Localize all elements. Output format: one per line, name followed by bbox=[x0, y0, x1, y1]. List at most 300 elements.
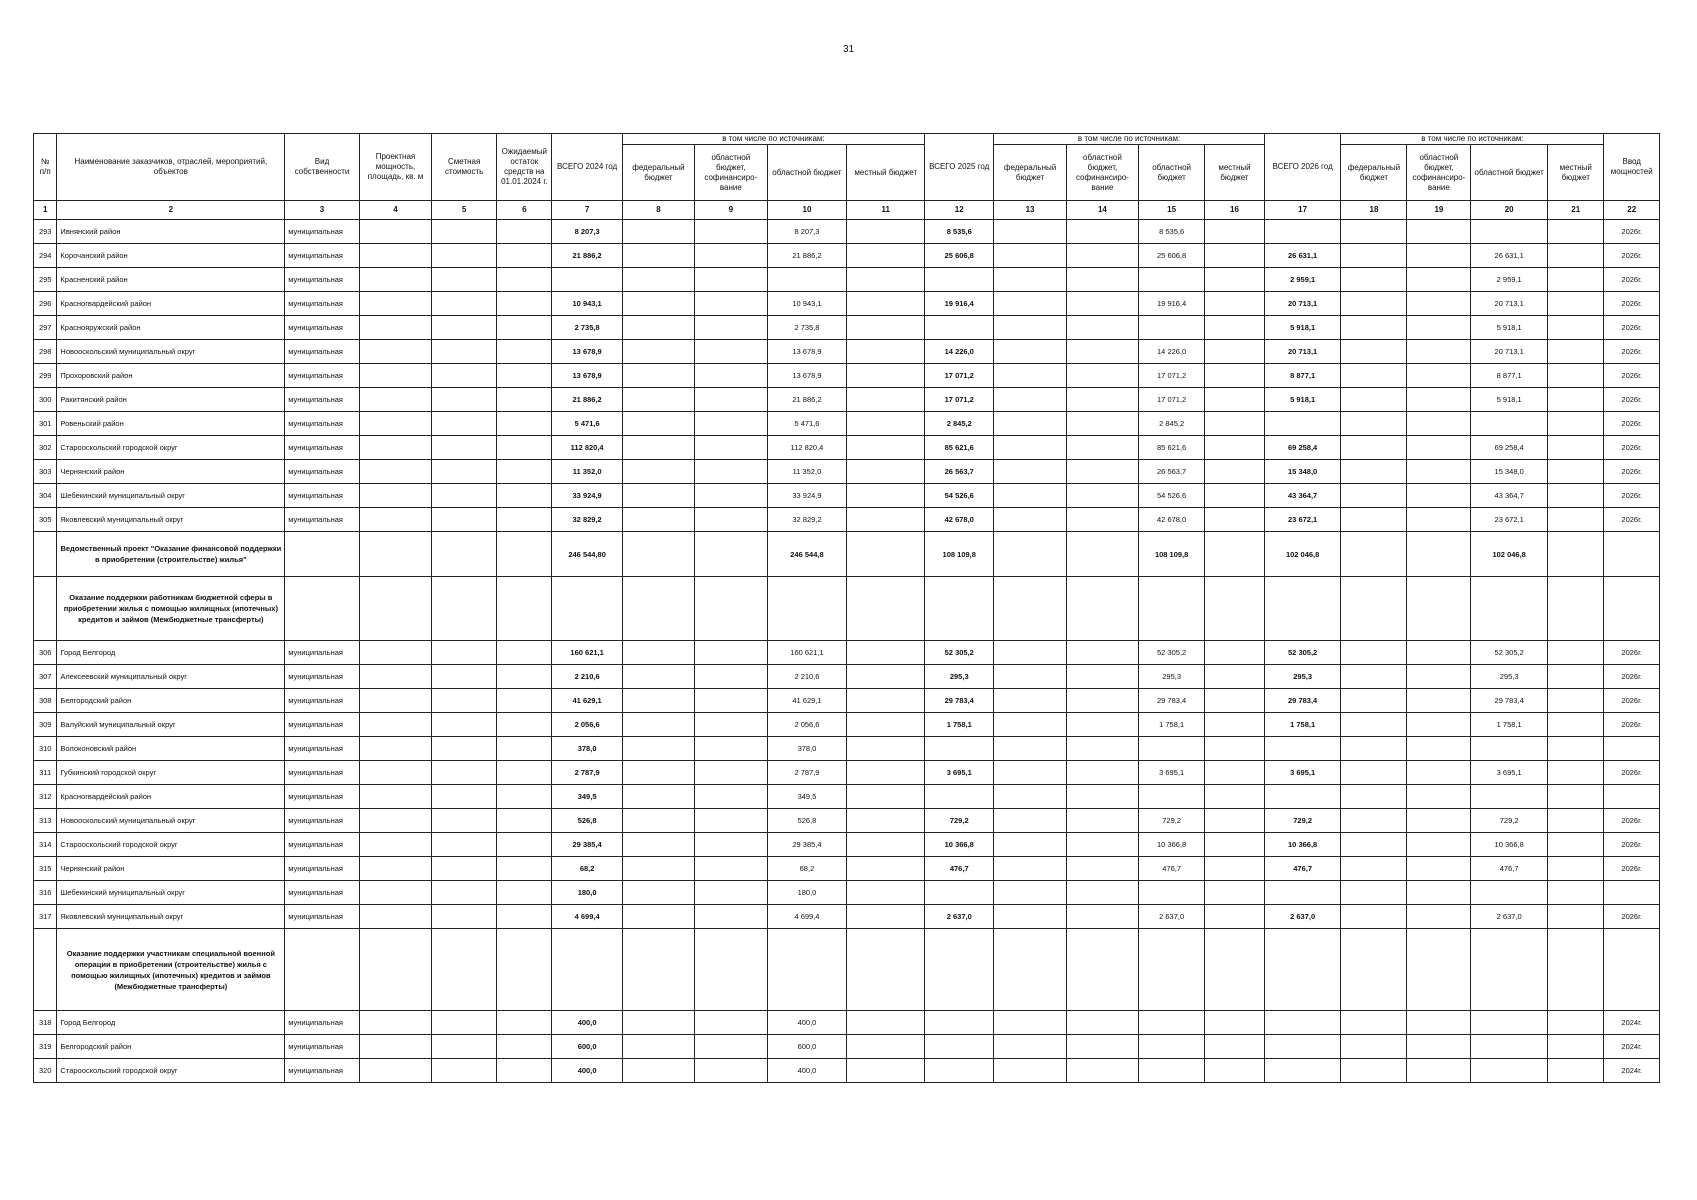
row-estimate bbox=[432, 905, 497, 929]
row-capacity bbox=[359, 809, 431, 833]
row-total-2024: 160 621,1 bbox=[552, 641, 622, 665]
section-cell bbox=[1341, 532, 1407, 577]
row-loc-2024 bbox=[847, 833, 925, 857]
row-estimate bbox=[432, 785, 497, 809]
section-cell bbox=[1066, 532, 1138, 577]
row-fed-2025 bbox=[994, 785, 1066, 809]
table-row bbox=[34, 412, 1660, 436]
section-cell bbox=[1604, 532, 1660, 577]
row-cofin-2024 bbox=[695, 1011, 767, 1035]
row-cofin-2024 bbox=[695, 881, 767, 905]
row-name: Шебекинский муниципальный округ bbox=[57, 484, 285, 508]
section-cell bbox=[1341, 929, 1407, 1011]
row-total-2026: 20 713,1 bbox=[1264, 292, 1341, 316]
row-cofin-2026 bbox=[1407, 388, 1471, 412]
row-loc-2025 bbox=[1205, 833, 1265, 857]
row-ownership: муниципальная bbox=[285, 388, 360, 412]
row-loc-2024 bbox=[847, 460, 925, 484]
row-cofin-2025 bbox=[1066, 244, 1138, 268]
page-number: 31 bbox=[842, 44, 855, 55]
row-total-2025: 19 916,4 bbox=[925, 292, 994, 316]
row-total-2025 bbox=[925, 785, 994, 809]
table-row bbox=[34, 340, 1660, 364]
column-number: 9 bbox=[695, 201, 767, 220]
row-estimate bbox=[432, 364, 497, 388]
row-remainder bbox=[497, 412, 552, 436]
section-number bbox=[34, 929, 57, 1011]
row-loc-2024 bbox=[847, 1059, 925, 1083]
row-loc-2024 bbox=[847, 340, 925, 364]
table-row bbox=[34, 881, 1660, 905]
row-cofin-2024 bbox=[695, 809, 767, 833]
row-capacity bbox=[359, 857, 431, 881]
row-total-2025 bbox=[925, 1035, 994, 1059]
row-loc-2025 bbox=[1205, 905, 1265, 929]
row-fed-2025 bbox=[994, 665, 1066, 689]
row-ownership: муниципальная bbox=[285, 1035, 360, 1059]
row-capacity bbox=[359, 340, 431, 364]
table-row bbox=[34, 857, 1660, 881]
row-loc-2025 bbox=[1205, 460, 1265, 484]
row-cofin-2026 bbox=[1407, 436, 1471, 460]
row-cofin-2026 bbox=[1407, 244, 1471, 268]
column-number: 5 bbox=[432, 201, 497, 220]
row-name: Старооскольский городской округ bbox=[57, 833, 285, 857]
row-number: 309 bbox=[34, 713, 57, 737]
row-cofin-2025 bbox=[1066, 857, 1138, 881]
column-number: 14 bbox=[1066, 201, 1138, 220]
row-cofin-2025 bbox=[1066, 1059, 1138, 1083]
row-ownership: муниципальная bbox=[285, 905, 360, 929]
row-reg-2024: 11 352,0 bbox=[767, 460, 847, 484]
row-commission-year: 2026г. bbox=[1604, 713, 1660, 737]
row-loc-2024 bbox=[847, 737, 925, 761]
row-fed-2024 bbox=[622, 484, 694, 508]
row-commission-year: 2026г. bbox=[1604, 761, 1660, 785]
row-fed-2024 bbox=[622, 340, 694, 364]
row-fed-2024 bbox=[622, 689, 694, 713]
row-loc-2026 bbox=[1547, 340, 1603, 364]
row-cofin-2025 bbox=[1066, 881, 1138, 905]
row-number: 311 bbox=[34, 761, 57, 785]
row-fed-2026 bbox=[1341, 508, 1407, 532]
hdr-name: Наименование заказчиков, отраслей, мероприятий, объектов bbox=[57, 134, 285, 201]
row-loc-2026 bbox=[1547, 244, 1603, 268]
row-loc-2026 bbox=[1547, 809, 1603, 833]
row-cofin-2026 bbox=[1407, 689, 1471, 713]
row-cofin-2024 bbox=[695, 1059, 767, 1083]
row-cofin-2025 bbox=[1066, 833, 1138, 857]
row-fed-2024 bbox=[622, 268, 694, 292]
row-fed-2024 bbox=[622, 905, 694, 929]
row-number: 299 bbox=[34, 364, 57, 388]
row-estimate bbox=[432, 809, 497, 833]
row-total-2024: 21 886,2 bbox=[552, 244, 622, 268]
row-cofin-2026 bbox=[1407, 713, 1471, 737]
section-cell bbox=[359, 532, 431, 577]
row-loc-2025 bbox=[1205, 436, 1265, 460]
row-total-2025: 25 606,8 bbox=[925, 244, 994, 268]
table-row bbox=[34, 1035, 1660, 1059]
column-number: 13 bbox=[994, 201, 1066, 220]
row-remainder bbox=[497, 761, 552, 785]
hdr-reg-2024: областной бюджет bbox=[767, 145, 847, 201]
row-cofin-2026 bbox=[1407, 857, 1471, 881]
hdr-group-2024: в том числе по источникам: bbox=[622, 134, 924, 145]
hdr-group-2026: в том числе по источникам: bbox=[1341, 134, 1604, 145]
row-cofin-2026 bbox=[1407, 268, 1471, 292]
row-total-2024: 68,2 bbox=[552, 857, 622, 881]
row-loc-2025 bbox=[1205, 713, 1265, 737]
row-loc-2024 bbox=[847, 364, 925, 388]
row-total-2026 bbox=[1264, 737, 1341, 761]
row-total-2026: 1 758,1 bbox=[1264, 713, 1341, 737]
row-estimate bbox=[432, 508, 497, 532]
row-loc-2026 bbox=[1547, 1059, 1603, 1083]
row-fed-2025 bbox=[994, 292, 1066, 316]
row-cofin-2024 bbox=[695, 316, 767, 340]
row-loc-2024 bbox=[847, 388, 925, 412]
section-cell bbox=[695, 532, 767, 577]
row-cofin-2024 bbox=[695, 412, 767, 436]
row-fed-2024 bbox=[622, 1059, 694, 1083]
row-cofin-2025 bbox=[1066, 508, 1138, 532]
row-fed-2026 bbox=[1341, 220, 1407, 244]
row-loc-2026 bbox=[1547, 436, 1603, 460]
row-total-2025: 2 637,0 bbox=[925, 905, 994, 929]
row-remainder bbox=[497, 1059, 552, 1083]
row-reg-2025: 19 916,4 bbox=[1139, 292, 1205, 316]
row-fed-2026 bbox=[1341, 460, 1407, 484]
section-cell bbox=[695, 577, 767, 641]
section-cell bbox=[497, 929, 552, 1011]
row-capacity bbox=[359, 881, 431, 905]
row-total-2024: 4 699,4 bbox=[552, 905, 622, 929]
row-fed-2025 bbox=[994, 484, 1066, 508]
row-remainder bbox=[497, 1035, 552, 1059]
row-cofin-2024 bbox=[695, 220, 767, 244]
table-header bbox=[34, 134, 1660, 220]
row-ownership: муниципальная bbox=[285, 1059, 360, 1083]
row-total-2026: 2 637,0 bbox=[1264, 905, 1341, 929]
row-remainder bbox=[497, 833, 552, 857]
row-reg-2024: 600,0 bbox=[767, 1035, 847, 1059]
row-loc-2024 bbox=[847, 1035, 925, 1059]
row-fed-2025 bbox=[994, 689, 1066, 713]
section-cell bbox=[552, 577, 622, 641]
row-estimate bbox=[432, 292, 497, 316]
row-fed-2025 bbox=[994, 1059, 1066, 1083]
row-cofin-2024 bbox=[695, 785, 767, 809]
row-cofin-2025 bbox=[1066, 220, 1138, 244]
table-row bbox=[34, 833, 1660, 857]
row-name: Чернянский район bbox=[57, 857, 285, 881]
row-loc-2026 bbox=[1547, 737, 1603, 761]
row-total-2025: 476,7 bbox=[925, 857, 994, 881]
row-fed-2025 bbox=[994, 857, 1066, 881]
row-fed-2024 bbox=[622, 737, 694, 761]
row-estimate bbox=[432, 244, 497, 268]
row-name: Губкинский городской округ bbox=[57, 761, 285, 785]
row-commission-year bbox=[1604, 737, 1660, 761]
row-reg-2024: 112 820,4 bbox=[767, 436, 847, 460]
row-loc-2025 bbox=[1205, 785, 1265, 809]
row-fed-2024 bbox=[622, 364, 694, 388]
row-loc-2024 bbox=[847, 220, 925, 244]
row-cofin-2026 bbox=[1407, 316, 1471, 340]
column-number: 1 bbox=[34, 201, 57, 220]
section-cell bbox=[359, 577, 431, 641]
row-fed-2026 bbox=[1341, 268, 1407, 292]
row-total-2026: 2 959,1 bbox=[1264, 268, 1341, 292]
row-name: Прохоровский район bbox=[57, 364, 285, 388]
row-ownership: муниципальная bbox=[285, 484, 360, 508]
row-loc-2025 bbox=[1205, 292, 1265, 316]
column-number: 22 bbox=[1604, 201, 1660, 220]
row-cofin-2024 bbox=[695, 340, 767, 364]
row-reg-2026: 476,7 bbox=[1471, 857, 1548, 881]
section-cell bbox=[994, 577, 1066, 641]
row-loc-2025 bbox=[1205, 737, 1265, 761]
row-total-2025: 26 563,7 bbox=[925, 460, 994, 484]
row-number: 303 bbox=[34, 460, 57, 484]
row-fed-2024 bbox=[622, 809, 694, 833]
row-cofin-2024 bbox=[695, 364, 767, 388]
row-loc-2025 bbox=[1205, 244, 1265, 268]
row-total-2026: 729,2 bbox=[1264, 809, 1341, 833]
row-fed-2025 bbox=[994, 833, 1066, 857]
row-total-2025 bbox=[925, 268, 994, 292]
row-remainder bbox=[497, 436, 552, 460]
row-reg-2025: 2 845,2 bbox=[1139, 412, 1205, 436]
row-total-2024: 41 629,1 bbox=[552, 689, 622, 713]
column-number: 8 bbox=[622, 201, 694, 220]
row-cofin-2025 bbox=[1066, 436, 1138, 460]
section-total-2024: 246 544,80 bbox=[552, 532, 622, 577]
row-fed-2026 bbox=[1341, 785, 1407, 809]
row-ownership: муниципальная bbox=[285, 737, 360, 761]
row-cofin-2024 bbox=[695, 484, 767, 508]
investment-table bbox=[33, 133, 1660, 1083]
row-fed-2025 bbox=[994, 436, 1066, 460]
row-loc-2026 bbox=[1547, 412, 1603, 436]
row-estimate bbox=[432, 412, 497, 436]
row-loc-2025 bbox=[1205, 1059, 1265, 1083]
section-cell bbox=[1604, 577, 1660, 641]
row-total-2024 bbox=[552, 268, 622, 292]
section-cell bbox=[994, 929, 1066, 1011]
row-loc-2026 bbox=[1547, 761, 1603, 785]
row-reg-2025 bbox=[1139, 785, 1205, 809]
row-estimate bbox=[432, 881, 497, 905]
row-reg-2025: 29 783,4 bbox=[1139, 689, 1205, 713]
hdr-total-2026: ВСЕГО 2026 год bbox=[1264, 134, 1341, 201]
row-remainder bbox=[497, 508, 552, 532]
row-fed-2024 bbox=[622, 785, 694, 809]
row-number: 297 bbox=[34, 316, 57, 340]
row-fed-2024 bbox=[622, 761, 694, 785]
row-loc-2026 bbox=[1547, 292, 1603, 316]
hdr-fed-2024: федеральный бюджет bbox=[622, 145, 694, 201]
section-cell bbox=[359, 929, 431, 1011]
row-total-2024: 600,0 bbox=[552, 1035, 622, 1059]
row-remainder bbox=[497, 857, 552, 881]
row-loc-2025 bbox=[1205, 1011, 1265, 1035]
row-total-2025: 52 305,2 bbox=[925, 641, 994, 665]
row-commission-year: 2026г. bbox=[1604, 484, 1660, 508]
table-row bbox=[34, 905, 1660, 929]
row-loc-2024 bbox=[847, 665, 925, 689]
row-commission-year: 2026г. bbox=[1604, 364, 1660, 388]
row-reg-2026 bbox=[1471, 737, 1548, 761]
row-fed-2025 bbox=[994, 809, 1066, 833]
row-loc-2025 bbox=[1205, 641, 1265, 665]
row-reg-2026 bbox=[1471, 412, 1548, 436]
hdr-estimate: Сметная стоимость bbox=[432, 134, 497, 201]
column-number: 3 bbox=[285, 201, 360, 220]
row-cofin-2024 bbox=[695, 833, 767, 857]
section-reg-2026: 102 046,8 bbox=[1471, 532, 1548, 577]
row-fed-2024 bbox=[622, 460, 694, 484]
section-reg-2025: 108 109,8 bbox=[1139, 532, 1205, 577]
row-reg-2026: 10 366,8 bbox=[1471, 833, 1548, 857]
table-body bbox=[34, 220, 1660, 1083]
table-row bbox=[34, 761, 1660, 785]
row-cofin-2025 bbox=[1066, 641, 1138, 665]
section-title: Ведомственный проект "Оказание финансовой поддержки в приобретении (строительстве) жилья" bbox=[57, 532, 285, 577]
row-total-2026 bbox=[1264, 1035, 1341, 1059]
row-commission-year: 2026г. bbox=[1604, 833, 1660, 857]
row-reg-2025: 17 071,2 bbox=[1139, 364, 1205, 388]
row-loc-2026 bbox=[1547, 881, 1603, 905]
row-cofin-2025 bbox=[1066, 292, 1138, 316]
row-fed-2025 bbox=[994, 460, 1066, 484]
column-number: 16 bbox=[1205, 201, 1265, 220]
row-loc-2025 bbox=[1205, 508, 1265, 532]
row-cofin-2026 bbox=[1407, 1011, 1471, 1035]
row-cofin-2024 bbox=[695, 1035, 767, 1059]
row-cofin-2025 bbox=[1066, 484, 1138, 508]
row-loc-2025 bbox=[1205, 689, 1265, 713]
row-number: 310 bbox=[34, 737, 57, 761]
row-ownership: муниципальная bbox=[285, 833, 360, 857]
section-cell bbox=[1264, 577, 1341, 641]
row-name: Ровеньский район bbox=[57, 412, 285, 436]
row-remainder bbox=[497, 905, 552, 929]
row-total-2024: 32 829,2 bbox=[552, 508, 622, 532]
row-fed-2024 bbox=[622, 220, 694, 244]
row-commission-year: 2026г. bbox=[1604, 244, 1660, 268]
row-fed-2026 bbox=[1341, 833, 1407, 857]
row-total-2025 bbox=[925, 1011, 994, 1035]
row-reg-2024: 8 207,3 bbox=[767, 220, 847, 244]
row-capacity bbox=[359, 1035, 431, 1059]
row-loc-2024 bbox=[847, 508, 925, 532]
row-remainder bbox=[497, 809, 552, 833]
row-reg-2024: 21 886,2 bbox=[767, 388, 847, 412]
row-capacity bbox=[359, 388, 431, 412]
row-number: 302 bbox=[34, 436, 57, 460]
table-row bbox=[34, 388, 1660, 412]
row-fed-2025 bbox=[994, 340, 1066, 364]
table-row bbox=[34, 220, 1660, 244]
row-fed-2025 bbox=[994, 316, 1066, 340]
row-total-2024: 2 787,9 bbox=[552, 761, 622, 785]
hdr-commission: Ввод мощностей bbox=[1604, 134, 1660, 201]
row-reg-2026: 1 758,1 bbox=[1471, 713, 1548, 737]
row-reg-2025 bbox=[1139, 881, 1205, 905]
row-number: 307 bbox=[34, 665, 57, 689]
section-cell bbox=[1205, 577, 1265, 641]
row-reg-2025 bbox=[1139, 1011, 1205, 1035]
row-reg-2026: 52 305,2 bbox=[1471, 641, 1548, 665]
row-ownership: муниципальная bbox=[285, 412, 360, 436]
row-fed-2026 bbox=[1341, 316, 1407, 340]
section-cell bbox=[432, 577, 497, 641]
section-cell bbox=[285, 577, 360, 641]
row-fed-2025 bbox=[994, 761, 1066, 785]
row-fed-2024 bbox=[622, 857, 694, 881]
row-fed-2024 bbox=[622, 1035, 694, 1059]
row-reg-2026 bbox=[1471, 1035, 1548, 1059]
row-reg-2026: 2 637,0 bbox=[1471, 905, 1548, 929]
row-cofin-2026 bbox=[1407, 484, 1471, 508]
row-fed-2025 bbox=[994, 713, 1066, 737]
section-cell bbox=[1139, 929, 1205, 1011]
row-loc-2024 bbox=[847, 809, 925, 833]
row-remainder bbox=[497, 665, 552, 689]
row-reg-2024: 180,0 bbox=[767, 881, 847, 905]
row-total-2026: 43 364,7 bbox=[1264, 484, 1341, 508]
row-commission-year: 2026г. bbox=[1604, 689, 1660, 713]
row-total-2026: 29 783,4 bbox=[1264, 689, 1341, 713]
row-total-2025: 85 621,6 bbox=[925, 436, 994, 460]
row-commission-year: 2026г. bbox=[1604, 388, 1660, 412]
row-loc-2026 bbox=[1547, 713, 1603, 737]
row-name: Шебекинский муниципальный округ bbox=[57, 881, 285, 905]
table-row bbox=[34, 785, 1660, 809]
row-cofin-2026 bbox=[1407, 292, 1471, 316]
row-reg-2025: 1 758,1 bbox=[1139, 713, 1205, 737]
table-row bbox=[34, 809, 1660, 833]
row-fed-2025 bbox=[994, 881, 1066, 905]
row-reg-2025 bbox=[1139, 1035, 1205, 1059]
row-loc-2025 bbox=[1205, 412, 1265, 436]
row-total-2024: 29 385,4 bbox=[552, 833, 622, 857]
row-total-2024: 112 820,4 bbox=[552, 436, 622, 460]
row-number: 300 bbox=[34, 388, 57, 412]
row-ownership: муниципальная bbox=[285, 316, 360, 340]
row-total-2026: 5 918,1 bbox=[1264, 316, 1341, 340]
row-cofin-2025 bbox=[1066, 268, 1138, 292]
row-capacity bbox=[359, 785, 431, 809]
section-cell bbox=[925, 929, 994, 1011]
row-loc-2024 bbox=[847, 641, 925, 665]
row-loc-2024 bbox=[847, 1011, 925, 1035]
row-cofin-2024 bbox=[695, 244, 767, 268]
section-cell bbox=[1205, 532, 1265, 577]
hdr-total-2024: ВСЕГО 2024 год bbox=[552, 134, 622, 201]
row-reg-2024: 41 629,1 bbox=[767, 689, 847, 713]
row-estimate bbox=[432, 689, 497, 713]
row-reg-2026: 5 918,1 bbox=[1471, 388, 1548, 412]
row-capacity bbox=[359, 1059, 431, 1083]
row-fed-2026 bbox=[1341, 292, 1407, 316]
row-number: 298 bbox=[34, 340, 57, 364]
hdr-total-2025: ВСЕГО 2025 год bbox=[925, 134, 994, 201]
row-name: Волоконовский район bbox=[57, 737, 285, 761]
row-cofin-2025 bbox=[1066, 737, 1138, 761]
